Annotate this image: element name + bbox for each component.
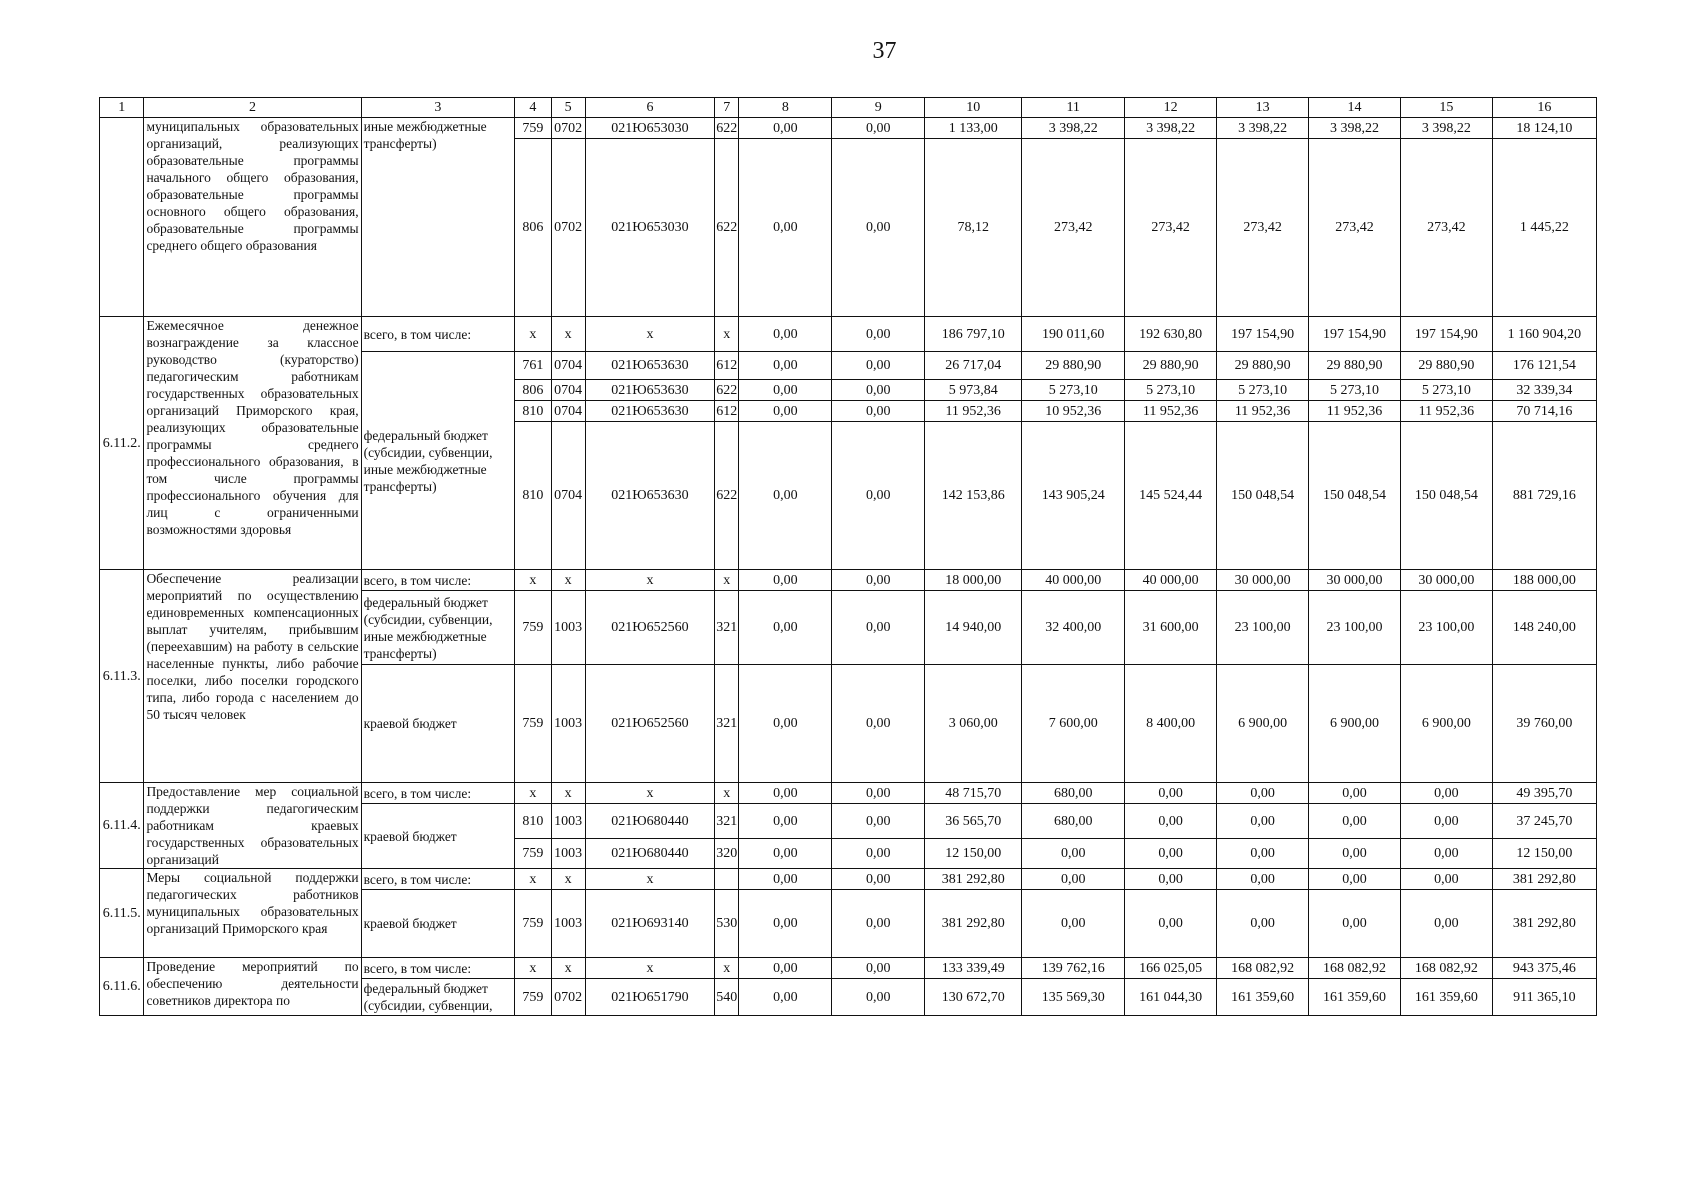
value-col-15: 0,00: [1400, 783, 1492, 804]
value-col-12: 0,00: [1125, 783, 1217, 804]
value-col-10: 186 797,10: [925, 317, 1022, 352]
section-code: x: [551, 570, 585, 591]
section-code: x: [551, 869, 585, 890]
item-name: Обеспечение реализации мероприятий по осуществлению единовременных компенсационных выплат учителям, прибывшим (переехавшим) на работу в сельские населенные пункты, либо рабочие поселки, либо поселки городского типа, либо города с населением до 50 тысяч человек: [144, 570, 361, 783]
grbs-code: x: [515, 570, 551, 591]
value-col-14: 29 880,90: [1309, 352, 1401, 380]
grbs-code: 759: [515, 839, 551, 869]
value-col-8: 0,00: [739, 979, 832, 1016]
value-col-12: 161 044,30: [1125, 979, 1217, 1016]
expense-type-code: 612: [715, 352, 739, 380]
expense-type-code: 320: [715, 839, 739, 869]
value-col-14: 0,00: [1309, 783, 1401, 804]
value-col-14: 197 154,90: [1309, 317, 1401, 352]
value-col-14: 0,00: [1309, 890, 1401, 958]
value-col-15: 273,42: [1400, 139, 1492, 317]
value-col-9: 0,00: [832, 422, 925, 570]
value-col-14: 161 359,60: [1309, 979, 1401, 1016]
table-row: [100, 118, 1597, 139]
value-col-15: 161 359,60: [1400, 979, 1492, 1016]
value-col-13: 0,00: [1217, 783, 1309, 804]
value-col-12: 0,00: [1125, 839, 1217, 869]
expense-type-code: 612: [715, 401, 739, 422]
value-col-8: 0,00: [739, 804, 832, 839]
value-col-15: 168 082,92: [1400, 958, 1492, 979]
expense-type-code: [715, 869, 739, 890]
funding-source: федеральный бюджет (субсидии, субвенции, иные межбюджетные трансферты): [361, 352, 515, 570]
grbs-code: 806: [515, 380, 551, 401]
value-col-10: 12 150,00: [925, 839, 1022, 869]
expense-type-code: 622: [715, 118, 739, 139]
column-number-9: 9: [832, 98, 925, 118]
grbs-code: 759: [515, 118, 551, 139]
value-col-9: 0,00: [832, 317, 925, 352]
value-col-8: 0,00: [739, 890, 832, 958]
value-col-12: 273,42: [1125, 139, 1217, 317]
target-article-code: 021Ю652560: [585, 591, 714, 665]
value-col-13: 3 398,22: [1217, 118, 1309, 139]
value-col-11: 5 273,10: [1022, 380, 1125, 401]
value-col-9: 0,00: [832, 118, 925, 139]
target-article-code: x: [585, 869, 714, 890]
value-col-11: 135 569,30: [1022, 979, 1125, 1016]
funding-source: федеральный бюджет (субсидии, субвенции,: [361, 979, 515, 1016]
value-col-12: 40 000,00: [1125, 570, 1217, 591]
value-col-12: 11 952,36: [1125, 401, 1217, 422]
section-code: 1003: [551, 665, 585, 783]
table-row: [100, 783, 1597, 804]
target-article-code: 021Ю653630: [585, 380, 714, 401]
expense-type-code: 321: [715, 665, 739, 783]
target-article-code: 021Ю652560: [585, 665, 714, 783]
value-col-14: 150 048,54: [1309, 422, 1401, 570]
value-col-9: 0,00: [832, 665, 925, 783]
value-col-16: 1 445,22: [1492, 139, 1596, 317]
value-col-16: 39 760,00: [1492, 665, 1596, 783]
value-col-9: 0,00: [832, 839, 925, 869]
value-col-9: 0,00: [832, 591, 925, 665]
target-article-code: 021Ю653030: [585, 139, 714, 317]
budget-table: [99, 97, 1597, 1016]
value-col-8: 0,00: [739, 118, 832, 139]
value-col-12: 145 524,44: [1125, 422, 1217, 570]
column-number-row: [100, 98, 1597, 118]
column-number-8: 8: [739, 98, 832, 118]
column-number-14: 14: [1309, 98, 1401, 118]
value-col-15: 0,00: [1400, 839, 1492, 869]
value-col-11: 0,00: [1022, 890, 1125, 958]
value-col-16: 37 245,70: [1492, 804, 1596, 839]
value-col-10: 142 153,86: [925, 422, 1022, 570]
value-col-11: 29 880,90: [1022, 352, 1125, 380]
value-col-16: 148 240,00: [1492, 591, 1596, 665]
page-number: 37: [872, 38, 897, 64]
value-col-8: 0,00: [739, 352, 832, 380]
section-code: 1003: [551, 839, 585, 869]
value-col-12: 0,00: [1125, 804, 1217, 839]
section-code: x: [551, 958, 585, 979]
expense-type-code: x: [715, 317, 739, 352]
value-col-9: 0,00: [832, 869, 925, 890]
column-number-12: 12: [1125, 98, 1217, 118]
value-col-15: 5 273,10: [1400, 380, 1492, 401]
value-col-12: 29 880,90: [1125, 352, 1217, 380]
item-number: 6.11.3.: [100, 570, 144, 783]
item-number: 6.11.2.: [100, 317, 144, 570]
value-col-11: 680,00: [1022, 804, 1125, 839]
value-col-14: 6 900,00: [1309, 665, 1401, 783]
item-number: 6.11.4.: [100, 783, 144, 869]
value-col-14: 11 952,36: [1309, 401, 1401, 422]
target-article-code: x: [585, 570, 714, 591]
item-number: 6.11.5.: [100, 869, 144, 958]
value-col-14: 0,00: [1309, 869, 1401, 890]
funding-source: краевой бюджет: [361, 804, 515, 869]
value-col-9: 0,00: [832, 139, 925, 317]
section-code: 0702: [551, 139, 585, 317]
value-col-11: 7 600,00: [1022, 665, 1125, 783]
section-code: 0704: [551, 352, 585, 380]
value-col-13: 6 900,00: [1217, 665, 1309, 783]
value-col-15: 0,00: [1400, 869, 1492, 890]
value-col-10: 48 715,70: [925, 783, 1022, 804]
value-col-12: 0,00: [1125, 869, 1217, 890]
expense-type-code: 321: [715, 591, 739, 665]
expense-type-code: 321: [715, 804, 739, 839]
grbs-code: 759: [515, 591, 551, 665]
target-article-code: 021Ю651790: [585, 979, 714, 1016]
value-col-13: 30 000,00: [1217, 570, 1309, 591]
value-col-14: 3 398,22: [1309, 118, 1401, 139]
funding-source: всего, в том числе:: [361, 570, 515, 591]
value-col-13: 161 359,60: [1217, 979, 1309, 1016]
value-col-10: 26 717,04: [925, 352, 1022, 380]
value-col-12: 3 398,22: [1125, 118, 1217, 139]
value-col-13: 11 952,36: [1217, 401, 1309, 422]
value-col-14: 273,42: [1309, 139, 1401, 317]
column-number-2: 2: [144, 98, 361, 118]
value-col-16: 911 365,10: [1492, 979, 1596, 1016]
section-code: x: [551, 317, 585, 352]
value-col-10: 3 060,00: [925, 665, 1022, 783]
value-col-12: 8 400,00: [1125, 665, 1217, 783]
value-col-14: 23 100,00: [1309, 591, 1401, 665]
value-col-16: 188 000,00: [1492, 570, 1596, 591]
section-code: 0704: [551, 422, 585, 570]
section-code: 1003: [551, 890, 585, 958]
value-col-8: 0,00: [739, 665, 832, 783]
value-col-11: 273,42: [1022, 139, 1125, 317]
target-article-code: 021Ю653630: [585, 401, 714, 422]
value-col-11: 139 762,16: [1022, 958, 1125, 979]
value-col-8: 0,00: [739, 839, 832, 869]
value-col-13: 0,00: [1217, 804, 1309, 839]
value-col-10: 381 292,80: [925, 869, 1022, 890]
funding-source: всего, в том числе:: [361, 783, 515, 804]
value-col-13: 168 082,92: [1217, 958, 1309, 979]
funding-source: всего, в том числе:: [361, 869, 515, 890]
grbs-code: 761: [515, 352, 551, 380]
item-number: [100, 118, 144, 317]
grbs-code: 759: [515, 665, 551, 783]
value-col-10: 130 672,70: [925, 979, 1022, 1016]
value-col-15: 6 900,00: [1400, 665, 1492, 783]
value-col-11: 0,00: [1022, 869, 1125, 890]
section-code: 0702: [551, 979, 585, 1016]
target-article-code: 021Ю653030: [585, 118, 714, 139]
value-col-10: 78,12: [925, 139, 1022, 317]
funding-source: краевой бюджет: [361, 665, 515, 783]
value-col-16: 1 160 904,20: [1492, 317, 1596, 352]
target-article-code: x: [585, 958, 714, 979]
funding-source: всего, в том числе:: [361, 317, 515, 352]
value-col-9: 0,00: [832, 570, 925, 591]
expense-type-code: x: [715, 958, 739, 979]
value-col-11: 143 905,24: [1022, 422, 1125, 570]
section-code: 0702: [551, 118, 585, 139]
table-row: [100, 570, 1597, 591]
grbs-code: 759: [515, 979, 551, 1016]
value-col-11: 32 400,00: [1022, 591, 1125, 665]
section-code: 1003: [551, 591, 585, 665]
value-col-16: 943 375,46: [1492, 958, 1596, 979]
table-row: [100, 869, 1597, 890]
value-col-12: 0,00: [1125, 890, 1217, 958]
value-col-10: 5 973,84: [925, 380, 1022, 401]
value-col-9: 0,00: [832, 380, 925, 401]
column-number-4: 4: [515, 98, 551, 118]
value-col-13: 5 273,10: [1217, 380, 1309, 401]
column-number-6: 6: [585, 98, 714, 118]
value-col-9: 0,00: [832, 890, 925, 958]
grbs-code: x: [515, 783, 551, 804]
value-col-8: 0,00: [739, 139, 832, 317]
item-name: Ежемесячное денежное вознаграждение за классное руководство (кураторство) педагогическим работникам государственных образовательных организаций Приморского края, реализующих образовательные программы среднего профессионального образования, в том числе программы профессионального обучения для лиц с ограниченными возможностями здоровья: [144, 317, 361, 570]
target-article-code: 021Ю653630: [585, 352, 714, 380]
value-col-13: 0,00: [1217, 869, 1309, 890]
value-col-15: 23 100,00: [1400, 591, 1492, 665]
column-number-5: 5: [551, 98, 585, 118]
item-name: Меры социальной поддержки педагогических работников муниципальных образовательных организаций Приморского края: [144, 869, 361, 958]
table-row: [100, 317, 1597, 352]
value-col-9: 0,00: [832, 979, 925, 1016]
value-col-11: 190 011,60: [1022, 317, 1125, 352]
expense-type-code: 622: [715, 380, 739, 401]
value-col-13: 273,42: [1217, 139, 1309, 317]
value-col-16: 381 292,80: [1492, 890, 1596, 958]
expense-type-code: 540: [715, 979, 739, 1016]
table-body: [100, 98, 1597, 1016]
value-col-9: 0,00: [832, 352, 925, 380]
grbs-code: 810: [515, 401, 551, 422]
value-col-14: 0,00: [1309, 804, 1401, 839]
grbs-code: 810: [515, 804, 551, 839]
item-number: 6.11.6.: [100, 958, 144, 1016]
value-col-10: 14 940,00: [925, 591, 1022, 665]
grbs-code: x: [515, 869, 551, 890]
value-col-12: 5 273,10: [1125, 380, 1217, 401]
value-col-8: 0,00: [739, 570, 832, 591]
value-col-16: 18 124,10: [1492, 118, 1596, 139]
value-col-12: 192 630,80: [1125, 317, 1217, 352]
column-number-10: 10: [925, 98, 1022, 118]
item-name: Предоставление мер социальной поддержки педагогическим работникам краевых государственных образовательных организаций: [144, 783, 361, 869]
value-col-14: 30 000,00: [1309, 570, 1401, 591]
target-article-code: 021Ю680440: [585, 839, 714, 869]
value-col-12: 31 600,00: [1125, 591, 1217, 665]
section-code: x: [551, 783, 585, 804]
value-col-10: 18 000,00: [925, 570, 1022, 591]
grbs-code: x: [515, 958, 551, 979]
value-col-11: 10 952,36: [1022, 401, 1125, 422]
expense-type-code: 622: [715, 422, 739, 570]
value-col-9: 0,00: [832, 783, 925, 804]
column-number-15: 15: [1400, 98, 1492, 118]
value-col-15: 0,00: [1400, 804, 1492, 839]
column-number-3: 3: [361, 98, 515, 118]
section-code: 1003: [551, 804, 585, 839]
value-col-8: 0,00: [739, 401, 832, 422]
section-code: 0704: [551, 380, 585, 401]
value-col-8: 0,00: [739, 869, 832, 890]
funding-source: краевой бюджет: [361, 890, 515, 958]
target-article-code: x: [585, 783, 714, 804]
expense-type-code: x: [715, 570, 739, 591]
value-col-11: 3 398,22: [1022, 118, 1125, 139]
value-col-8: 0,00: [739, 380, 832, 401]
value-col-14: 0,00: [1309, 839, 1401, 869]
expense-type-code: 530: [715, 890, 739, 958]
value-col-14: 168 082,92: [1309, 958, 1401, 979]
column-number-16: 16: [1492, 98, 1596, 118]
section-code: 0704: [551, 401, 585, 422]
value-col-16: 12 150,00: [1492, 839, 1596, 869]
value-col-11: 680,00: [1022, 783, 1125, 804]
value-col-16: 32 339,34: [1492, 380, 1596, 401]
value-col-9: 0,00: [832, 401, 925, 422]
value-col-10: 36 565,70: [925, 804, 1022, 839]
value-col-13: 23 100,00: [1217, 591, 1309, 665]
value-col-8: 0,00: [739, 958, 832, 979]
value-col-15: 11 952,36: [1400, 401, 1492, 422]
expense-type-code: x: [715, 783, 739, 804]
grbs-code: 810: [515, 422, 551, 570]
value-col-15: 197 154,90: [1400, 317, 1492, 352]
funding-source: иные межбюджетные трансферты): [361, 118, 515, 317]
value-col-12: 166 025,05: [1125, 958, 1217, 979]
value-col-11: 0,00: [1022, 839, 1125, 869]
column-number-7: 7: [715, 98, 739, 118]
value-col-13: 150 048,54: [1217, 422, 1309, 570]
value-col-13: 0,00: [1217, 890, 1309, 958]
funding-source: всего, в том числе:: [361, 958, 515, 979]
column-number-1: 1: [100, 98, 144, 118]
target-article-code: 021Ю680440: [585, 804, 714, 839]
target-article-code: x: [585, 317, 714, 352]
value-col-11: 40 000,00: [1022, 570, 1125, 591]
column-number-11: 11: [1022, 98, 1125, 118]
target-article-code: 021Ю653630: [585, 422, 714, 570]
table-row: [100, 958, 1597, 979]
value-col-15: 3 398,22: [1400, 118, 1492, 139]
column-number-13: 13: [1217, 98, 1309, 118]
value-col-9: 0,00: [832, 958, 925, 979]
value-col-16: 381 292,80: [1492, 869, 1596, 890]
funding-source: федеральный бюджет (субсидии, субвенции, иные межбюджетные трансферты): [361, 591, 515, 665]
grbs-code: 759: [515, 890, 551, 958]
value-col-16: 70 714,16: [1492, 401, 1596, 422]
value-col-15: 150 048,54: [1400, 422, 1492, 570]
grbs-code: x: [515, 317, 551, 352]
value-col-15: 30 000,00: [1400, 570, 1492, 591]
value-col-15: 29 880,90: [1400, 352, 1492, 380]
item-name: Проведение мероприятий по обеспечению деятельности советников директора по: [144, 958, 361, 1016]
value-col-15: 0,00: [1400, 890, 1492, 958]
item-name: муниципальных образовательных организаций, реализующих образовательные программы начального общего образования, образовательные программы основного общего образования, образовательные программы среднего общего образования: [144, 118, 361, 317]
value-col-10: 1 133,00: [925, 118, 1022, 139]
value-col-10: 11 952,36: [925, 401, 1022, 422]
value-col-16: 881 729,16: [1492, 422, 1596, 570]
value-col-8: 0,00: [739, 422, 832, 570]
value-col-16: 49 395,70: [1492, 783, 1596, 804]
value-col-9: 0,00: [832, 804, 925, 839]
grbs-code: 806: [515, 139, 551, 317]
value-col-8: 0,00: [739, 591, 832, 665]
value-col-8: 0,00: [739, 783, 832, 804]
value-col-13: 197 154,90: [1217, 317, 1309, 352]
value-col-13: 29 880,90: [1217, 352, 1309, 380]
target-article-code: 021Ю693140: [585, 890, 714, 958]
value-col-13: 0,00: [1217, 839, 1309, 869]
value-col-14: 5 273,10: [1309, 380, 1401, 401]
value-col-10: 381 292,80: [925, 890, 1022, 958]
value-col-10: 133 339,49: [925, 958, 1022, 979]
value-col-16: 176 121,54: [1492, 352, 1596, 380]
value-col-8: 0,00: [739, 317, 832, 352]
expense-type-code: 622: [715, 139, 739, 317]
